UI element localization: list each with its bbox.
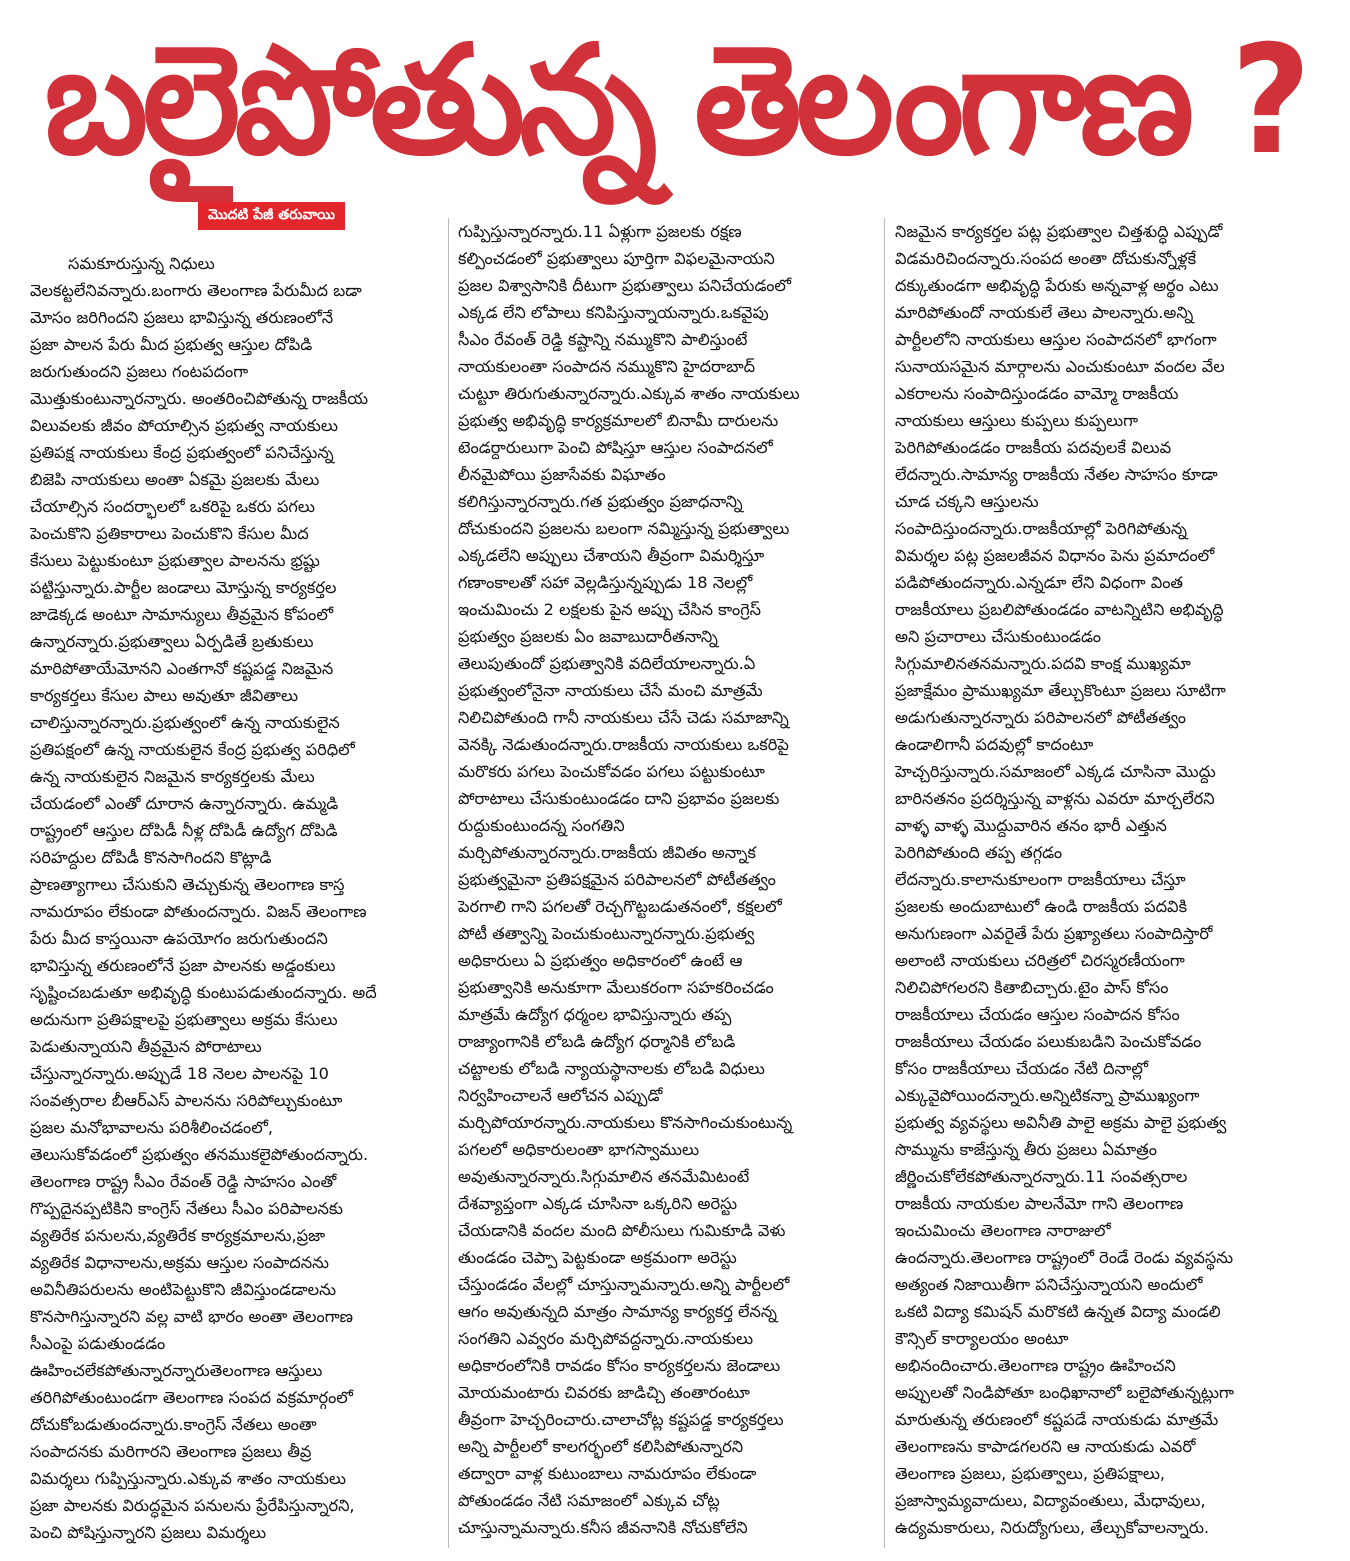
article-line: బిజెపి నాయకులు అంతా ఏకమై ప్రజలకు మేలు: [30, 470, 320, 489]
article-line: నాయకులంతా సంపాదన నమ్ముకొని హైదరాబాద్: [458, 357, 756, 376]
article-line: ప్రతిపక్ష నాయకులు కేంద్ర ప్రభుత్వంలో పనిచేస్తున్న: [30, 443, 334, 462]
headline: బలైపోతున్న తెలంగాణ ?: [44, 14, 1306, 188]
article-line: తెలంగాణ రాష్ట్ర సీఎం రేవంత్ రెడ్డి సాహసం ఎంతో: [30, 1172, 337, 1191]
article-line: రాజకీయాలు చేయడం పలుకుబడిని పెంచుకోవడం: [895, 1032, 1202, 1051]
article-line: సిగ్గుమాలినతనమన్నారు.పదవి కాంక్ష ముఖ్యమా: [895, 654, 1191, 673]
article-line: అత్యంత నిజాయితీగా పనిచేస్తున్నాయని అందులో: [895, 1275, 1203, 1294]
continued-tag: మొదటి పేజీ తరువాయి: [198, 202, 345, 230]
article-line: తీవ్రంగా హెచ్చరించారు.చాలాచోట్ల కష్టపడ్డ కార్యకర్తలు: [458, 1410, 784, 1429]
article-column-2: [458, 218, 888, 1541]
article-line: పోటీ తత్వాన్ని పెంచుకుంటున్నారన్నారు.ప్రభుత్వ: [458, 924, 755, 943]
article-line: ప్రజాక్షేమం ప్రాముఖ్యమా తేల్చుకొంటూ ప్రజలు సూటిగా: [895, 681, 1226, 700]
article-line: ప్రజాస్వామ్యవాదులు, విద్యావంతులు, మేధావులు,: [895, 1491, 1206, 1510]
article-line: అదునుగా ప్రతిపక్షాలపై ప్రభుత్వాలు అక్రమ కేసులు: [30, 1010, 338, 1029]
article-line: దక్కుతుండగా అభివృద్ధి పేరుకు అన్నవాళ్ల అర్థం ఎటు: [895, 276, 1219, 295]
article-column-3: [895, 218, 1325, 1541]
article-line: సృష్టించబడుతూ అభివృద్ధి కుంటుపడుతుందన్నారు. అదే: [30, 983, 377, 1002]
article-line: అభినందించారు.తెలంగాణ రాష్ట్రం ఊహించని: [895, 1356, 1176, 1375]
article-line: విలువలకు జీవం పోయాల్సిన ప్రభుత్వ నాయకులు: [30, 416, 338, 435]
article-line: సునాయసమైన మార్గాలను ఎంచుకుంటూ వందల వేల: [895, 357, 1225, 376]
article-line: ప్రభుత్వ వ్యవస్థలు అవినీతి పాలై అక్రమ పాలై ప్రభుత్వ: [895, 1113, 1227, 1132]
article-line: మోసం జరిగిందని ప్రజలు భావిస్తున్న తరుణంలోనే: [30, 308, 334, 327]
article-line: రాష్ట్రంలో ఆస్తుల దోపిడీ నీళ్ల దోపిడీ ఉద్యోగ దోపిడి: [30, 821, 338, 840]
article-line: నిర్వహించాలనే ఆలోచన ఎప్పుడో: [458, 1086, 663, 1105]
article-line: అడుగుతున్నారన్నారు పరిపాలనలో పోటీతత్వం: [895, 708, 1186, 727]
article-line: నిలిచిపోగలరని కితాబిచ్చారు.టైం పాస్ కోసం: [895, 978, 1169, 997]
article-line: ప్రభుత్వ అభివృద్ధి కార్యక్రమాలలో బినామీ దారులను: [458, 411, 779, 430]
article-line: అలాంటి నాయకులు చరిత్రలో చిరస్మరణీయంగా: [895, 951, 1185, 970]
article-line: ఇంచుమించు 2 లక్షలకు పైన అప్పు చేసిన కాంగ్రెస్: [458, 600, 762, 619]
article-line: చేయడంలో ఎంతో దూరాన ఉన్నారన్నారు. ఉమ్మడి: [30, 794, 339, 813]
article-line: మొత్తుకుంటున్నారన్నారు. అంతరించిపోతున్న రాజకీయ: [30, 389, 369, 408]
article-line: ఊహించలేకపోతున్నారన్నారుతెలంగాణ ఆస్తులు: [30, 1361, 323, 1380]
article-line: వ్యతిరేక పనులను,వ్యతిరేక కార్యక్రమాలను,ప్రజా: [30, 1226, 326, 1245]
article-line: అవుతున్నారన్నారు.సిగ్గుమాలిన తనమేమిటంటే: [458, 1167, 750, 1186]
article-line: విమర్శల పట్ల ప్రజలజీవన విధానం పెను ప్రమాదంలో: [895, 546, 1215, 565]
article-line: రాజకీయాలు ప్రబలిపోతుండడం వాటన్నిటిని అభివృద్ధి: [895, 600, 1224, 619]
article-line: అధికారంలోనికి రావడం కోసం కార్యకర్తలను జెండాలు: [458, 1356, 781, 1375]
article-line: పెరగాలి గాని పగలతో రెచ్చగొట్టబడుతనంలో, కక్షలలో: [458, 897, 782, 916]
article-line: సొమ్మును కాజేస్తున్న తీరు ప్రజలు ఏమాత్రం: [895, 1140, 1157, 1159]
article-line: కౌన్సిల్ కార్యాలయం అంటూ: [895, 1329, 1069, 1348]
article-line: ప్రజల మనోభావాలను పరిశీలించడంలో,: [30, 1118, 274, 1137]
article-line: ఎకరాలను సంపాదిస్తుండడం వామ్మో రాజకీయ: [895, 384, 1179, 403]
article-line: గుప్పిస్తున్నారన్నారు.11 ఏళ్లుగా ప్రజలకు రక్షణ: [458, 222, 742, 241]
article-line: హెచ్చరిస్తున్నారు.సమాజంలో ఎక్కడ చూసినా మొద్దు: [895, 762, 1216, 781]
article-line: దోచుకోబడుతుందన్నారు.కాంగ్రెస్ నేతలు అంతా: [30, 1415, 317, 1434]
article-line: పట్టిస్తున్నారు.పార్టీల జండాలు మోస్తున్న కార్యకర్తల: [30, 578, 337, 597]
article-line: ఉండాలిగానీ పదవుల్లో కాదంటూ: [895, 735, 1094, 754]
article-line: పార్టీలలోని నాయకులు ఆస్తుల సంపాదనలో భాగంగా: [895, 330, 1217, 349]
article-line: అని ప్రచారాలు చేసుకుంటుండడం: [895, 627, 1101, 646]
article-line: ఆగం అవుతున్నది మాత్రం సామాన్య కార్యకర్త లేనన్న: [458, 1302, 778, 1321]
article-line: మర్చిపోతున్నారన్నారు.రాజకీయ జీవితం అన్నాక: [458, 843, 756, 862]
article-line: మారుతున్న తరుణంలో కష్టపడే నాయకుడు మాత్రమే: [895, 1410, 1219, 1429]
article-line: చేయడానికి వందల మంది పోలీసులు గుమికూడి వెళు: [458, 1221, 786, 1240]
article-line: పెంచుకొని ప్రతికారాలు పెంచుకొని కేసుల మీద: [30, 524, 309, 543]
article-line: విమర్శలు గుప్పిస్తున్నారు.ఎక్కువ శాతం నాయకులు: [30, 1469, 347, 1488]
article-line: ప్రజా పాలనకు విరుద్ధమైన పనులను ప్రేరేపిస్తున్నారని,: [30, 1496, 355, 1515]
article-line: అధికారులు ఏ ప్రభుత్వం అధికారంలో ఉంటే ఆ: [458, 951, 743, 970]
article-line: మారిపోతుందో నాయకులే తెలు పాలన్నారు.అన్ని: [895, 303, 1194, 322]
article-line: పేరు మీద కాస్తయినా ఉపయోగం జరుగుతుందని: [30, 929, 328, 948]
article-line: వెనక్కి నెడుతుందన్నారు.రాజకీయ నాయకులు ఒకరిపై: [458, 735, 789, 754]
article-line: గొప్పదైనప్పటికిని కాంగ్రెస్ నేతలు సీఎం పరిపాలనకు: [30, 1199, 343, 1218]
article-line: ఇంచుమించు తెలంగాణ నారాజులో: [895, 1221, 1111, 1240]
article-line: చేయాల్సిన సందర్భాలలో ఒకరిపై ఒకరు పగలు: [30, 497, 315, 516]
article-line: తెలుసుకోవడంలో ప్రభుత్వం తనముకలైపోతుందన్నారు.: [30, 1145, 369, 1164]
article-line: తద్వారా వాళ్ల కుటుంబాలు నామరూపం లేకుండా: [458, 1464, 757, 1483]
article-line: చాలిస్తున్నారన్నారు.ప్రభుత్వంలో ఉన్న నాయకులైన: [30, 713, 340, 732]
article-line: దోచుకుందని ప్రజలను బలంగా నమ్మిస్తున్న ప్రభుత్వాలు: [458, 519, 790, 538]
article-line: రాజకీయ నాయకుల పాలనేమో గాని తెలంగాణ: [895, 1194, 1184, 1213]
article-line: నామరూపం లేకుండా పోతుందన్నారు. విజన్ తెలంగాణ: [30, 902, 367, 921]
article-line: తెలంగాణ ప్రజలు, ప్రభుత్వాలు, ప్రతిపక్షాలు,: [895, 1464, 1166, 1483]
article-line: ఉందన్నారు.తెలంగాణ రాష్ట్రంలో రెండే రెండు వ్యవస్థను: [895, 1248, 1234, 1267]
article-line: పెరిగిపోతుంది తప్ప తగ్గడం: [895, 843, 1063, 862]
article-line: బారినతనం ప్రదర్శిస్తున్న వాళ్లను ఎవరూ మార్చలేరని: [895, 789, 1215, 808]
article-line: చేస్తున్నారన్నారు.అప్పుడే 18 నెలల పాలనపై 10: [30, 1064, 329, 1083]
article-line: ఎక్కడ లేని లోపాలు కనిపిస్తున్నాయన్నారు.ఒకవైపు: [458, 303, 769, 322]
article-line: లేదన్నారు.సామాన్య రాజకీయ నేతల సాహసం కూడా: [895, 465, 1218, 484]
article-line: ప్రజల విశ్వాసానికి దీటుగా ప్రభుత్వాలు పనిచేయడంలో: [458, 276, 792, 295]
article-line: రాజకీయాలు చేయడం ఆస్తుల సంపాదన కోసం: [895, 1005, 1180, 1024]
article-line: ప్రజలకు అందుబాటులో ఉండి రాజకీయ పదవికి: [895, 897, 1188, 916]
article-line: చుట్టూ తిరుగుతున్నారన్నారు.ఎక్కువ శాతం నాయకులు: [458, 384, 800, 403]
article-line: వ్యతిరేక విధానాలను,అక్రమ ఆస్తుల సంపాదనను: [30, 1253, 330, 1272]
article-line: సరిహద్దుల దోపిడీ కొనసాగిందని కొట్లాడి: [30, 848, 272, 867]
article-line: సంవత్సరాల బీఆర్ఎస్ పాలనను సరిపోల్చుకుంటూ: [30, 1091, 343, 1110]
article-line: పగలలో అధికారులంతా భాగస్వాములు: [458, 1140, 700, 1159]
article-line: ఎక్కడలేని అప్పులు చేశాయని తీవ్రంగా విమర్శిస్తూ: [458, 546, 765, 565]
article-line: ఉద్యమకారులు, నిరుద్యోగులు, తేల్చుకోవాలన్నారు.: [895, 1518, 1210, 1537]
article-line: సీఎం రేవంత్ రెడ్డి కష్టాన్ని నమ్ముకొని పాలిస్తుంటే: [458, 330, 748, 349]
article-line: సంపాదిస్తుందన్నారు.రాజకీయాల్లో పెరిగిపోతున్న: [895, 519, 1188, 538]
article-line: వాళ్ళ వాళ్ళ మొద్దువారిన తనం భారీ ఎత్తున: [895, 816, 1167, 835]
article-line: నిలిచిపోతుంది గానీ నాయకులు చేసే చెడు సమాజాన్ని: [458, 708, 789, 727]
article-line: జాడెక్కడ అంటూ సామాన్యులు తీవ్రమైన కోపంలో: [30, 605, 334, 624]
article-line: ప్రభుత్వానికి అనుకూగా మేలుకరంగా సహకరించడం: [458, 978, 774, 997]
article-line: కొనసాగిస్తున్నారని వల్ల వాటి భారం అంతా తెలంగాణ: [30, 1307, 353, 1326]
article-line: చేస్తుండడం వేలల్లో చూస్తున్నామన్నారు.అన్ని పార్టీలలో: [458, 1275, 790, 1294]
article-line: కేసులు పెట్టుకుంటూ ప్రభుత్వాల పాలనను భ్రష్టు: [30, 551, 320, 570]
article-line: మర్చిపోయారన్నారు.నాయకులు కొనసాగించుకుంటున్న: [458, 1113, 793, 1132]
article-line: పెడుతున్నాయని తీవ్రమైన పోరాటాలు: [30, 1037, 262, 1056]
article-line: అప్పులతో నిండిపోతూ బంధిఖానాలో బలైపోతున్నట్లుగా: [895, 1383, 1234, 1402]
article-line: జరుగుతుందని ప్రజలు గంటపదంగా: [30, 362, 249, 381]
article-line: చూడ చక్కని ఆస్తులను: [895, 492, 1039, 511]
article-line: కల్పించడంలో ప్రభుత్వాలు పూర్తిగా విఫలమైనాయని: [458, 249, 775, 268]
article-line: ప్రభుత్వం ప్రజలకు ఏం జవాబుదారీతనాన్ని: [458, 627, 718, 646]
article-line: రుద్దుకుంటుందన్న సంగతిని: [458, 816, 625, 835]
article-line: సమకూరుస్తున్న నిధులు: [68, 254, 215, 273]
article-line: సంపాదనకు మరిగారని తెలంగాణ ప్రజలు తీవ్ర: [30, 1442, 312, 1461]
article-line: వెలకట్టలేనివన్నారు.బంగారు తెలంగాణ పేరుమీద బడా: [30, 281, 362, 300]
article-line: మాత్రమే ఉద్యోగ ధర్మంల భావిస్తున్నారు తప్ప: [458, 1005, 732, 1024]
article-line: నాయకులు ఆస్తులు కుప్పలు కుప్పలుగా: [895, 411, 1139, 430]
article-line: భావిస్తున్న తరుణంలోనే ప్రజా పాలనకు అడ్డంకులు: [30, 956, 336, 975]
article-line: పెరిగిపోతుండడం రాజకీయ పదవులకే విలువ: [895, 438, 1172, 457]
article-line: మోయమంటారు చివరకు జాడిచ్చి తంతారంటూ: [458, 1383, 750, 1402]
article-line: ఒకటి విద్యా కమిషన్ మరొకటి ఉన్నత విద్యా మండలి: [895, 1302, 1221, 1321]
article-line: సంగతిని ఎవ్వరం మర్చిపోవద్దన్నారు.నాయకులు: [458, 1329, 754, 1348]
article-line: దేశవ్యాప్తంగా ఎక్కడ చూసినా ఒక్కరిని అరెస్టు: [458, 1194, 738, 1213]
article-line: చూస్తున్నామన్నారు.కనీస జీవనానికి నోచుకోలేని: [458, 1518, 748, 1537]
article-line: విడమరిచిందన్నారు.సంపద అంతా దోచుకున్నోళ్లకే: [895, 249, 1197, 268]
article-line: ప్రభుత్వంలోనైనా నాయకులు చేసే మంచి మాత్రమే: [458, 681, 763, 700]
article-line: అనుగుణంగా ఎవరైతే పేరు ప్రఖ్యాతలు సంపాదిస్తారో: [895, 924, 1213, 943]
article-line: పోతుండడం నేటి సమాజంలో ఎక్కువ చోట్ల: [458, 1491, 720, 1510]
article-line: కోసం రాజకీయాలు చేయడం నేటి దినాల్లో: [895, 1059, 1149, 1078]
article-line: పెంచి పోషిస్తున్నారని ప్రజలు విమర్శలు: [30, 1523, 267, 1542]
article-line: నిజమైన కార్యకర్తల పట్ల ప్రభుత్వాల చిత్తశుద్ధి ఎప్పుడో: [895, 222, 1223, 241]
article-line: కార్యకర్తలు కేసుల పాలు అవుతూ జీవితాలు: [30, 686, 299, 705]
article-line: తరిగిపోతుంటుండగా తెలంగాణ సంపద వక్రమార్గంలో: [30, 1388, 353, 1407]
article-line: మారిపోతాయేమోనని ఎంతగానో కష్టపడ్డ నిజమైన: [30, 659, 334, 678]
article-line: సీఎంపై పడుతుండడం: [30, 1334, 166, 1353]
article-line: ఉన్నారన్నారు.ప్రభుత్వాలు ఏర్పడితే బ్రతుకులు: [30, 632, 314, 651]
article-line: రాజ్యాంగానికి లోబడి ఉద్యోగ ధర్మానికి లోబడి: [458, 1032, 736, 1051]
article-line: పోరాటాలు చేసుకుంటుండడం దాని ప్రభావం ప్రజలకు: [458, 789, 780, 808]
article-line: తెలంగాణను కాపాడగలరని ఆ నాయకుడు ఎవరో: [895, 1437, 1196, 1456]
article-line: ప్రభుత్వమైనా ప్రతిపక్షమైన పరిపాలనలో పోటీతత్వం: [458, 870, 776, 889]
article-line: టెండర్దారులుగా పెంచి పోషిస్తూ ఆస్తుల సంపాదనలో: [458, 438, 773, 457]
article-column-1: [30, 250, 460, 1546]
article-line: ఎక్కువైపోయిందన్నారు.అన్నిటికన్నా ప్రాముఖ్యంగా: [895, 1086, 1200, 1105]
article-line: ప్రజా పాలన పేరు మీద ప్రభుత్వ ఆస్తుల దోపిడి: [30, 335, 313, 354]
article-line: అవినీతిపరులను అంటిపెట్టుకొని జీవిస్తుండడాలను: [30, 1280, 337, 1299]
article-line: ఉన్న నాయకులైన నిజమైన కార్యకర్తలకు మేలు: [30, 767, 315, 786]
article-line: చట్టాలకు లోబడి న్యాయస్థానాలకు లోబడి విధులు: [458, 1059, 765, 1078]
article-line: తుండడం చెప్పా పెట్టకుండా అక్రమంగా అరెస్టు: [458, 1248, 737, 1267]
article-line: ప్రతిపక్షంలో ఉన్న నాయకులైన కేంద్ర ప్రభుత్వ పరిధిలో: [30, 740, 355, 759]
article-line: పడిపోతుందన్నారు.ఎన్నడూ లేని విధంగా వింత: [895, 573, 1183, 592]
article-line: కలిగిస్తున్నారన్నారు.గత ప్రభుత్వం ప్రజాధనాన్ని: [458, 492, 743, 511]
article-line: జీర్ణించుకోలేకపోతున్నారన్నారు.11 సంవత్సరాల: [895, 1167, 1188, 1186]
article-line: లేదన్నారు.కాలానుకూలంగా రాజకీయాలు చేస్తూ: [895, 870, 1186, 889]
article-line: లీనమైపోయి ప్రజాసేవకు విఘాతం: [458, 465, 666, 484]
article-line: మరొకరు పగలు పెంచుకోవడం పగలు పట్టుకుంటూ: [458, 762, 765, 781]
article-line: తెలుపుతుందో ప్రభుత్వానికి వదిలేయాలన్నారు.ఏ: [458, 654, 756, 673]
article-line: గణాంకాలతో సహా వెల్లడిస్తున్నప్పుడు 18 నెలల్లో: [458, 573, 753, 592]
article-line: ప్రాణత్యాగాలు చేసుకుని తెచ్చుకున్న తెలంగాణ కాస్త: [30, 875, 345, 894]
article-line: అన్ని పార్టీలలో కాలగర్భంలో కలిసిపోతున్నారని: [458, 1437, 744, 1456]
